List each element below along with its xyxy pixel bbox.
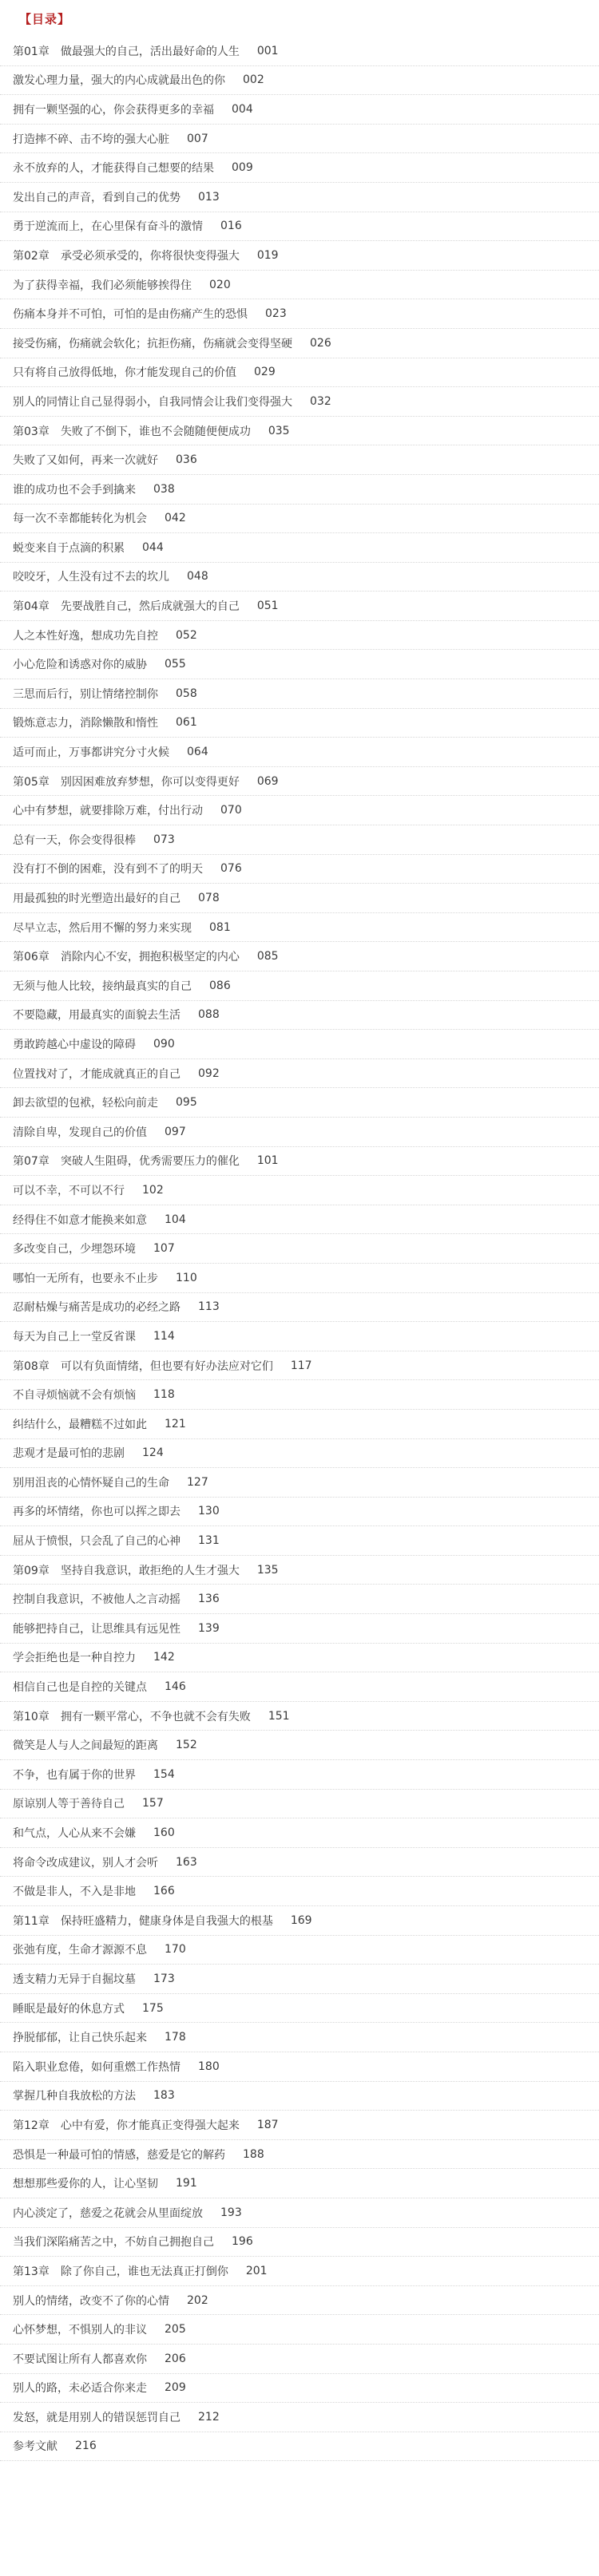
page-number: 113: [198, 1300, 220, 1314]
toc-section-row[interactable]: [0, 2286, 599, 2316]
page-number: 118: [153, 1388, 175, 1402]
page-number: 026: [310, 336, 331, 350]
page-number: 029: [254, 366, 276, 379]
toc-section-row[interactable]: [0, 1439, 599, 1469]
page-number: 152: [176, 1739, 197, 1752]
page-number: 193: [220, 2206, 242, 2219]
toc-entry-title: 保持旺盛精力，健康身体是自我强大的根基: [60, 1914, 273, 1928]
page-number: 081: [209, 920, 231, 934]
toc-section-row[interactable]: [0, 1644, 599, 1673]
toc-entry-title: 蜕变来自于点滴的积累: [13, 541, 125, 555]
toc-entry-title: 为了获得幸福，我们必须能够挨得住: [13, 279, 192, 292]
page-number: 117: [290, 1359, 312, 1372]
toc-entry-title: 突破人生阻碍，优秀需要压力的催化: [60, 1155, 240, 1169]
toc-entry-title: 勇于逆流而上，在心里保有奋斗的激情: [13, 220, 203, 234]
page-number: 121: [165, 1417, 186, 1430]
toc-section-row[interactable]: [0, 1059, 599, 1089]
toc-entry-title: 想想那些爱你的人，让心坚韧: [13, 2178, 158, 2191]
page-number: 135: [256, 1563, 279, 1577]
toc-section-row[interactable]: [0, 1234, 599, 1264]
toc-section-row[interactable]: [0, 1614, 599, 1644]
page-number: 196: [232, 2235, 253, 2249]
toc-section-row[interactable]: [0, 1468, 599, 1498]
page-number: 146: [165, 1680, 186, 1694]
toc-section-row[interactable]: [0, 183, 599, 212]
page-number: 114: [153, 1329, 175, 1343]
toc-section-row[interactable]: [0, 1818, 599, 1848]
toc-entry-title: 挣脱郁郁，让自己快乐起来: [13, 2032, 147, 2045]
toc-section-row[interactable]: [0, 855, 599, 884]
toc-entry-title: 拥有一颗平常心，不争也就不会有失败: [60, 1710, 251, 1723]
toc-entry-title: 小心危险和诱惑对你的威胁: [13, 659, 147, 672]
page-number: 073: [153, 833, 175, 846]
page-number: 064: [187, 746, 208, 759]
page-number: 090: [153, 1037, 175, 1051]
chapter-number: 第12章: [13, 2119, 50, 2132]
page-number: 038: [153, 482, 175, 496]
toc-section-row[interactable]: [0, 1790, 599, 1819]
chapter-number: 第13章: [13, 2265, 50, 2278]
chapter-number: 第03章: [13, 425, 50, 438]
page-number: 107: [153, 1242, 175, 1256]
toc-section-row[interactable]: [0, 621, 599, 651]
toc-chapter-row[interactable]: [0, 241, 599, 271]
toc-entry-title: 心中有爱，你才能真正变得强大起来: [60, 2119, 240, 2132]
toc-entry-title: 不自寻烦恼就不会有烦恼: [13, 1389, 136, 1403]
toc-entry-title: 三思而后行，别让情绪控制你: [13, 687, 158, 701]
toc-entry-title: 用最孤独的时光塑造出最好的自己: [13, 892, 180, 906]
page-number: 101: [256, 1154, 279, 1168]
page-number: 160: [153, 1826, 175, 1840]
toc-entry-title: 卸去欲望的包袱，轻松向前走: [13, 1097, 158, 1110]
toc-entry-title: 别因困难放弃梦想，你可以变得更好: [60, 775, 240, 789]
page-number: 187: [256, 2118, 279, 2131]
toc-section-row[interactable]: [0, 1994, 599, 2024]
toc-chapter-row[interactable]: [0, 767, 599, 797]
toc-entry-title: 忍耐枯燥与痛苦是成功的必经之路: [13, 1301, 180, 1315]
toc-entry-title: 微笑是人与人之间最短的距离: [13, 1739, 158, 1753]
toc-entry-title: 伤痛本身并不可怕，可怕的是由伤痛产生的恐惧: [13, 308, 248, 322]
toc-entry-title: 别用沮丧的心情怀疑自己的生命: [13, 1476, 169, 1490]
toc-entry-title: 心怀梦想，不惧别人的非议: [13, 2324, 147, 2337]
toc-entry-title: 控制自我意识，不被他人之言动摇: [13, 1593, 180, 1607]
page-number: 201: [245, 2264, 268, 2277]
page-number: 151: [268, 1709, 290, 1723]
toc-entry-title: 先要战胜自己，然后成就强大的自己: [60, 600, 240, 614]
page-number: 055: [165, 658, 186, 671]
toc-section-row[interactable]: [0, 2082, 599, 2111]
toc-entry-title: 咬咬牙，人生没有过不去的坎儿: [13, 571, 169, 584]
toc-entry-title: 谁的成功也不会手到擒来: [13, 483, 136, 497]
toc-section-row[interactable]: [0, 387, 599, 417]
toc-entry-title: 别人的同情让自己显得弱小，自我同情会让我们变得强大: [13, 395, 292, 409]
chapter-number: 第05章: [13, 775, 50, 789]
page-number: 001: [256, 44, 279, 57]
toc-entry-title: 当我们深陷痛苦之中，不妨自己拥抱自己: [13, 2236, 214, 2250]
toc-section-row[interactable]: [0, 1410, 599, 1439]
toc-section-row[interactable]: [0, 1936, 599, 1965]
toc-section-row[interactable]: [0, 2403, 599, 2432]
page-number: 139: [198, 1621, 220, 1635]
page-number: 092: [198, 1066, 220, 1080]
toc-section-row[interactable]: [0, 1760, 599, 1790]
toc-chapter-row[interactable]: [0, 1906, 599, 1936]
toc-section-row[interactable]: [0, 2345, 599, 2374]
chapter-number: 第10章: [13, 1710, 50, 1723]
toc-entry-title: 可以不幸，不可以不行: [13, 1184, 125, 1197]
toc-chapter-row[interactable]: [0, 417, 599, 446]
page-number: 163: [176, 1855, 197, 1869]
page-number: 016: [220, 220, 242, 233]
toc-section-row[interactable]: [0, 125, 599, 154]
toc-entry-title: 屈从于愤恨，只会乱了自己的心神: [13, 1535, 180, 1549]
page-number: 209: [165, 2381, 186, 2395]
toc-section-row[interactable]: [0, 738, 599, 767]
page-number: 206: [165, 2352, 186, 2365]
page-number: 175: [142, 2001, 164, 2015]
page-number: 157: [142, 1797, 164, 1810]
toc-entry-title: 参考文献: [13, 2440, 58, 2454]
toc-entry-title: 再多的坏情绪，你也可以挥之即去: [13, 1506, 180, 1519]
toc-entry-title: 锻炼意志力，消除懒散和惰性: [13, 717, 158, 730]
toc-section-row[interactable]: [0, 1526, 599, 1556]
toc-section-row[interactable]: [0, 1585, 599, 1614]
toc-entry-title: 清除自卑，发现自己的价值: [13, 1126, 147, 1139]
toc-chapter-row[interactable]: [0, 1147, 599, 1177]
chapter-number: 第06章: [13, 951, 50, 964]
toc-section-row[interactable]: [0, 1118, 599, 1147]
toc-entry-title: 每天为自己上一堂反省课: [13, 1330, 136, 1343]
toc-section-row[interactable]: [0, 475, 599, 505]
toc-section-row[interactable]: [0, 796, 599, 825]
page-number: 007: [187, 132, 208, 145]
toc-entry-title: 勇敢跨越心中虚设的障碍: [13, 1038, 136, 1051]
page-number: 102: [142, 1183, 164, 1197]
page-number: 088: [198, 1008, 220, 1022]
toc-entry-title: 相信自己也是自控的关键点: [13, 1681, 147, 1695]
toc-chapter-row[interactable]: [0, 1351, 599, 1381]
toc-entry-title: 每一次不幸都能转化为机会: [13, 512, 147, 526]
page-number: 202: [187, 2293, 208, 2307]
page-number: 191: [176, 2177, 197, 2190]
toc-section-row[interactable]: [0, 2023, 599, 2052]
toc-chapter-row[interactable]: [0, 592, 599, 621]
toc-section-row[interactable]: [0, 1965, 599, 1994]
page-number: 205: [165, 2323, 186, 2337]
toc-entry-title: 人之本性好逸，想成功先自控: [13, 629, 158, 643]
toc-chapter-row[interactable]: [0, 1702, 599, 1731]
toc-entry-title: 总有一天，你会变得很棒: [13, 833, 136, 847]
toc-section-row[interactable]: [0, 709, 599, 738]
toc-chapter-row[interactable]: [0, 942, 599, 971]
toc-entry-title: 不要试图让所有人都喜欢你: [13, 2352, 147, 2366]
toc-entry-title: 承受必须承受的，你将很快变得强大: [60, 249, 240, 263]
toc-section-row[interactable]: [0, 1088, 599, 1118]
toc-section-row[interactable]: [0, 1205, 599, 1235]
toc-list: [0, 37, 599, 2461]
page-number: 061: [176, 716, 197, 730]
toc-chapter-row[interactable]: [0, 2257, 599, 2286]
toc-section-row[interactable]: [0, 2228, 599, 2257]
page-number: 070: [220, 804, 242, 817]
page-number: 169: [290, 1913, 312, 1927]
toc-section-row[interactable]: [0, 1176, 599, 1205]
toc-section-row[interactable]: [0, 299, 599, 329]
toc-entry-title: 睡眠是最好的休息方式: [13, 2002, 125, 2016]
toc-section-row[interactable]: [0, 1848, 599, 1878]
page-number: 124: [142, 1446, 164, 1460]
page-number: 095: [176, 1096, 197, 1110]
toc-entry-title: 张弛有度，生命才源源不息: [13, 1944, 147, 1957]
toc-section-row[interactable]: [0, 2169, 599, 2198]
chapter-number: 第09章: [13, 1564, 50, 1577]
toc-entry-title: 坚持自我意识，敢拒绝的人生才强大: [60, 1564, 240, 1577]
toc-section-row[interactable]: [0, 1293, 599, 1323]
page-number: 183: [153, 2089, 175, 2103]
page-number: 142: [153, 1651, 175, 1664]
toc-entry-title: 只有将自己放得低地，你才能发现自己的价值: [13, 366, 236, 380]
page-number: 212: [198, 2410, 220, 2424]
page-number: 023: [265, 307, 287, 321]
page-number: 173: [153, 1972, 175, 1985]
page-number: 170: [165, 1943, 186, 1957]
toc-entry-title: 学会拒绝也是一种自控力: [13, 1652, 136, 1665]
page-number: 154: [153, 1767, 175, 1781]
toc-section-row[interactable]: [0, 825, 599, 855]
toc-section-row[interactable]: [0, 1877, 599, 1906]
page-number: 216: [75, 2439, 97, 2453]
page-number: 020: [209, 278, 231, 291]
chapter-number: 第11章: [13, 1914, 50, 1928]
page-number: 178: [165, 2031, 186, 2044]
toc-section-row[interactable]: [0, 1672, 599, 1702]
toc-section-row[interactable]: [0, 445, 599, 475]
toc-entry-title: 接受伤痛，伤痛就会软化；抗拒伤痛，伤痛就会变得坚硬: [13, 337, 292, 350]
toc-section-row[interactable]: [0, 329, 599, 358]
chapter-number: 第07章: [13, 1155, 50, 1169]
toc-chapter-row[interactable]: [0, 37, 599, 66]
toc-section-row[interactable]: [0, 95, 599, 125]
page-number: 044: [142, 540, 164, 554]
toc-entry-title: 原谅别人等于善待自己: [13, 1798, 125, 1811]
toc-entry-title: 多改变自己，少埋怨环境: [13, 1243, 136, 1256]
page-number: 069: [256, 774, 279, 788]
toc-section-row[interactable]: [0, 884, 599, 913]
page-number: 009: [232, 161, 253, 175]
toc-section-row[interactable]: [0, 1001, 599, 1031]
toc-entry-title: 失败了又如何，再来一次就好: [13, 454, 158, 468]
page-number: 086: [209, 979, 231, 992]
toc-entry-title: 不做是非人，不入是非地: [13, 1886, 136, 1899]
toc-entry-title: 发出自己的声音，看到自己的优势: [13, 191, 180, 204]
chapter-number: 第04章: [13, 600, 50, 614]
toc-section-row[interactable]: [0, 913, 599, 943]
toc-section-row[interactable]: [0, 650, 599, 679]
toc-entry-title: 透支精力无异于自掘坟墓: [13, 1973, 136, 1986]
toc-section-row[interactable]: [0, 153, 599, 183]
page-number: 085: [256, 950, 279, 964]
page-number: 042: [165, 512, 186, 525]
toc-entry-title: 消除内心不安，拥抱积极坚定的内心: [60, 951, 240, 964]
toc-section-row[interactable]: [0, 2374, 599, 2404]
toc-section-row[interactable]: [0, 1731, 599, 1760]
toc-entry-title: 心中有梦想，就要排除万难，付出行动: [13, 805, 203, 818]
toc-entry-title: 不要隐藏，用最真实的面貌去生活: [13, 1009, 180, 1023]
toc-entry-title: 掌握几种自我放松的方法: [13, 2090, 136, 2103]
toc-entry-title: 可以有负面情绪，但也要有好办法应对它们: [60, 1359, 273, 1373]
toc-section-row[interactable]: [0, 1030, 599, 1059]
toc-entry-title: 除了你自己，谁也无法真正打倒你: [60, 2265, 228, 2278]
toc-section-row[interactable]: [0, 971, 599, 1001]
toc-entry-title: 将命令改成建议，别人才会听: [13, 1856, 158, 1870]
toc-entry-title: 和气点，人心从来不会嫌: [13, 1827, 136, 1841]
chapter-number: 第08章: [13, 1359, 50, 1373]
toc-section-row[interactable]: [0, 1264, 599, 1293]
page-number: 032: [310, 394, 331, 408]
toc-section-row[interactable]: [0, 1380, 599, 1410]
toc-entry-title: 经得住不如意才能换来如意: [13, 1213, 147, 1227]
toc-entry-title: 恐惧是一种最可怕的情感，慈爱是它的解药: [13, 2148, 225, 2162]
toc-chapter-row[interactable]: [0, 2111, 599, 2140]
page-number: 052: [176, 628, 197, 642]
toc-entry-title: 做最强大的自己，活出最好命的人生: [60, 45, 240, 58]
toc-entry-title: 不争，也有属于你的世界: [13, 1768, 136, 1782]
page-number: 036: [176, 453, 197, 467]
toc-title: 【目录】: [19, 11, 71, 26]
page-number: 051: [256, 599, 279, 613]
page-number: 130: [198, 1505, 220, 1518]
page-number: 048: [187, 570, 208, 584]
toc-entry-title: 永不放弃的人，才能获得自己想要的结果: [13, 162, 214, 176]
page-number: 104: [165, 1213, 186, 1226]
toc-entry-title: 别人的路，未必适合你来走: [13, 2382, 147, 2396]
toc-entry-title: 纠结什么，最糟糕不过如此: [13, 1418, 147, 1431]
toc-section-row[interactable]: [0, 212, 599, 242]
page-number: 166: [153, 1885, 175, 1898]
toc-entry-title: 悲观才是最可怕的悲剧: [13, 1447, 125, 1461]
toc-entry-title: 别人的情绪，改变不了你的心情: [13, 2294, 169, 2308]
page-number: 097: [165, 1125, 186, 1138]
toc-entry-title: 无须与他人比较，接纳最真实的自己: [13, 979, 192, 993]
toc-entry-title: 没有打不倒的困难，没有到不了的明天: [13, 863, 203, 876]
toc-section-row[interactable]: [0, 2315, 599, 2345]
toc-section-row[interactable]: [0, 533, 599, 563]
page-number: 078: [198, 892, 220, 905]
toc-entry-title: 陷入职业怠倦，如何重燃工作热情: [13, 2060, 180, 2074]
page-number: 136: [198, 1593, 220, 1606]
toc-section-row[interactable]: [0, 2432, 599, 2462]
toc-entry-title: 能够把持自己，让思维具有远见性: [13, 1622, 180, 1636]
toc-entry-title: 拥有一颗坚强的心，你会获得更多的幸福: [13, 103, 214, 117]
toc-entry-title: 适可而止，万事都讲究分寸火候: [13, 746, 169, 760]
toc-entry-title: 位置找对了，才能成就真正的自己: [13, 1067, 180, 1081]
toc-section-row[interactable]: [0, 563, 599, 592]
page-number: 002: [243, 73, 264, 87]
toc-chapter-row[interactable]: [0, 1556, 599, 1585]
toc-section-row[interactable]: [0, 1322, 599, 1351]
toc-section-row[interactable]: [0, 505, 599, 534]
toc-section-row[interactable]: [0, 679, 599, 709]
toc-section-row[interactable]: [0, 358, 599, 388]
page-number: 110: [176, 1271, 197, 1284]
page-number: 188: [243, 2147, 264, 2161]
toc-section-row[interactable]: [0, 271, 599, 300]
toc-entry-title: 发怒，就是用别人的错误惩罚自己: [13, 2411, 180, 2424]
page-number: 058: [176, 687, 197, 700]
toc-header: [0, 0, 599, 37]
toc-entry-title: 哪怕一无所有，也要永不止步: [13, 1272, 158, 1285]
toc-entry-title: 内心淡定了，慈爱之花就会从里面绽放: [13, 2206, 203, 2220]
page-number: 004: [232, 102, 253, 116]
page-number: 076: [220, 862, 242, 876]
toc-entry-title: 尽早立志，然后用不懈的努力来实现: [13, 921, 192, 935]
page-number: 131: [198, 1534, 220, 1548]
toc-entry-title: 失败了不倒下，谁也不会随随便便成功: [60, 425, 251, 438]
toc-section-row[interactable]: [0, 2140, 599, 2170]
page-number: 035: [268, 424, 290, 437]
toc-section-row[interactable]: [0, 2052, 599, 2082]
toc-section-row[interactable]: [0, 1498, 599, 1527]
toc-section-row[interactable]: [0, 66, 599, 96]
page-number: 180: [198, 2060, 220, 2073]
page-number: 013: [198, 190, 220, 204]
toc-section-row[interactable]: [0, 2198, 599, 2228]
page-number: 019: [256, 248, 279, 262]
toc-entry-title: 打造摔不碎、击不垮的强大心脏: [13, 133, 169, 146]
toc-entry-title: 激发心理力量，强大的内心成就最出色的你: [13, 74, 225, 88]
page-number: 127: [187, 1475, 208, 1489]
chapter-number: 第01章: [13, 45, 50, 58]
chapter-number: 第02章: [13, 249, 50, 263]
